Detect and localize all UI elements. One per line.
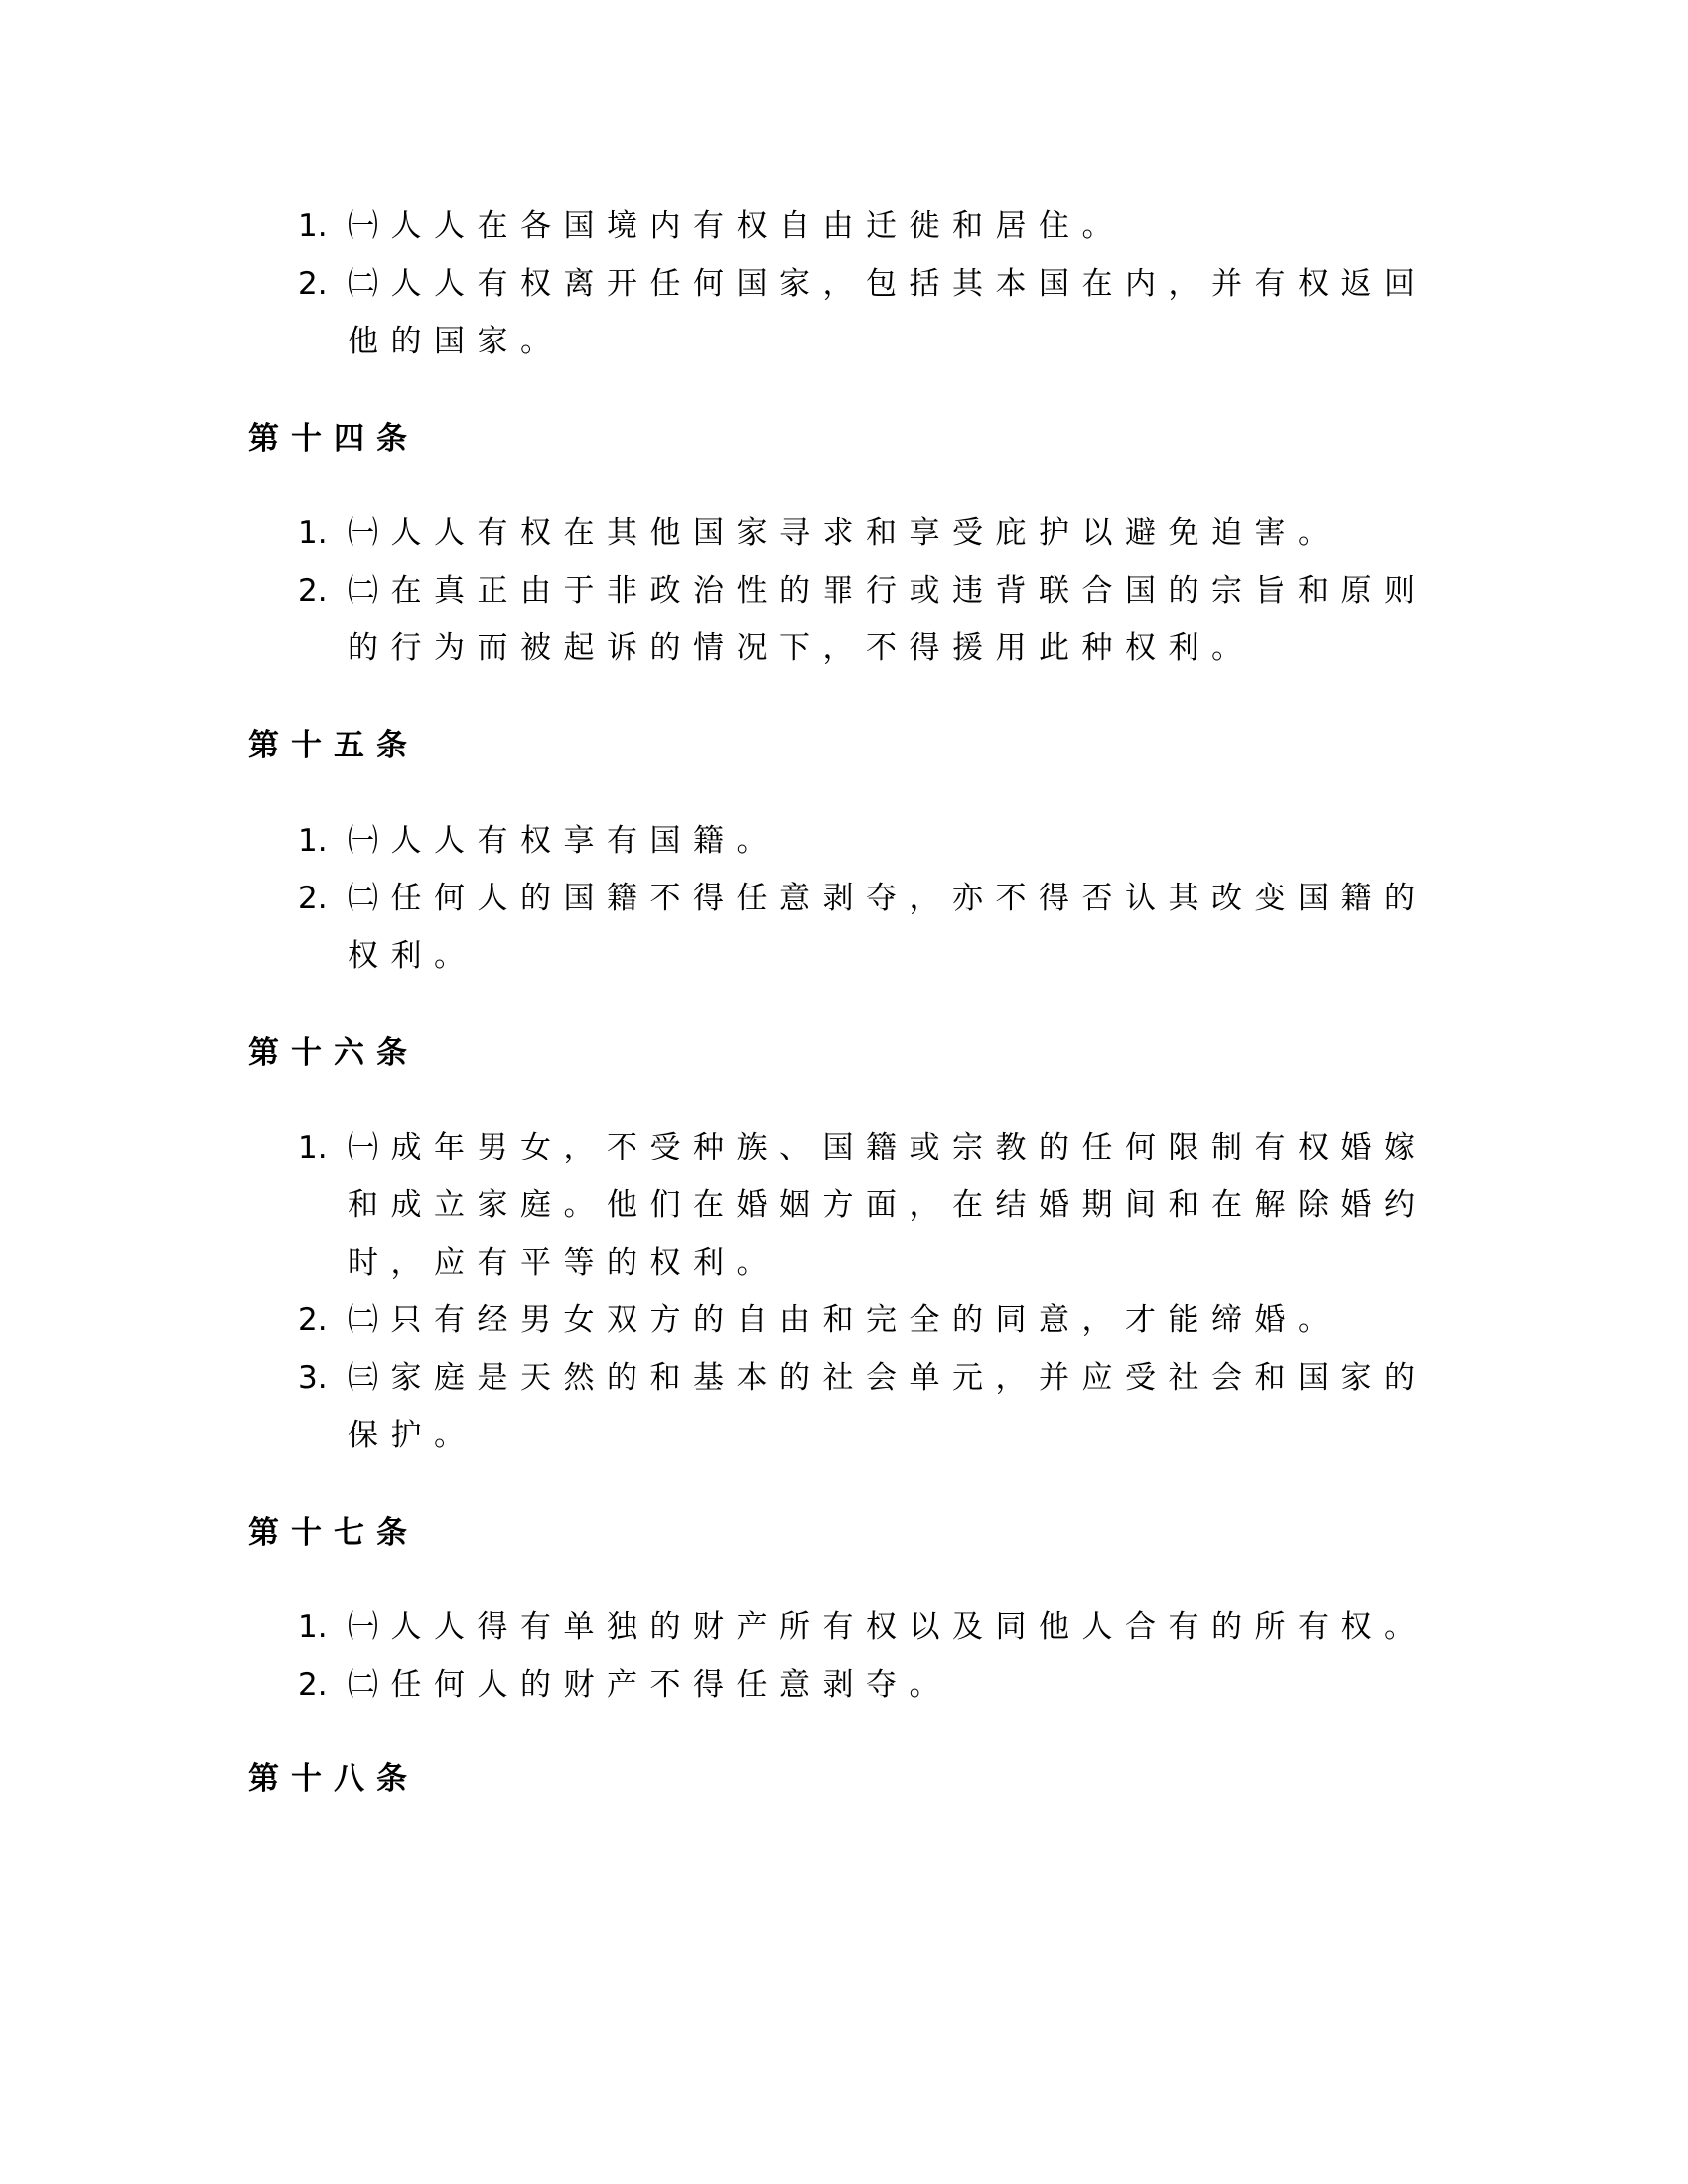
list-item [298,870,1450,985]
item-text: ㈠人人有权享有国籍。 [348,823,779,859]
item-text: ㈠人人得有单独的财产所有权以及同他人合有的所有权。 [348,1609,1428,1645]
item-number: 1. [298,1609,328,1645]
item-number: 1. [298,515,328,551]
item-text: ㈡人人有权离开任何国家，包括其本国在内，并有权返回他的国家。 [348,266,1428,359]
item-text: ㈡任何人的国籍不得任意剥夺，亦不得否认其改变国籍的权利。 [348,881,1428,974]
list-item [298,1598,1450,1656]
article-heading: 第十七条 [248,1515,419,1551]
item-number: 2. [298,573,328,609]
item-number: 1. [298,823,328,859]
item-text: ㈠人人有权在其他国家寻求和享受庇护以避免迫害。 [348,515,1341,551]
item-text: ㈠人人在各国境内有权自由迁徙和居住。 [348,208,1125,244]
item-number: 2. [298,1667,328,1703]
list-item [298,198,1450,255]
list-item [298,562,1450,677]
list-item [298,1349,1450,1464]
item-number: 1. [298,1130,328,1165]
list-item [298,812,1450,870]
item-text: ㈡只有经男女双方的自由和完全的同意，才能缔婚。 [348,1302,1341,1338]
article-heading: 第十六条 [248,1035,419,1071]
item-number: 2. [298,1302,328,1338]
article-heading: 第十八条 [248,1761,419,1797]
list-item [298,504,1450,562]
item-number: 1. [298,208,328,244]
article-heading: 第十四条 [248,421,419,457]
item-number: 2. [298,266,328,302]
article-heading: 第十五条 [248,728,419,763]
item-text: ㈡任何人的财产不得任意剥夺。 [348,1667,952,1703]
item-text: ㈢家庭是天然的和基本的社会单元，并应受社会和国家的保护。 [348,1360,1428,1453]
item-number: 3. [298,1360,328,1396]
list-item [298,1119,1450,1292]
list-item [298,1292,1450,1349]
list-item [298,255,1450,370]
item-text: ㈠成年男女，不受种族、国籍或宗教的任何限制有权婚嫁和成立家庭。他们在婚姻方面，在结婚期间和在解除婚约时，应有平等的权利。 [348,1130,1428,1281]
item-number: 2. [298,881,328,916]
list-item [298,1656,1450,1713]
item-text: ㈡在真正由于非政治性的罪行或违背联合国的宗旨和原则的行为而被起诉的情况下，不得援用此种权利。 [348,573,1428,666]
